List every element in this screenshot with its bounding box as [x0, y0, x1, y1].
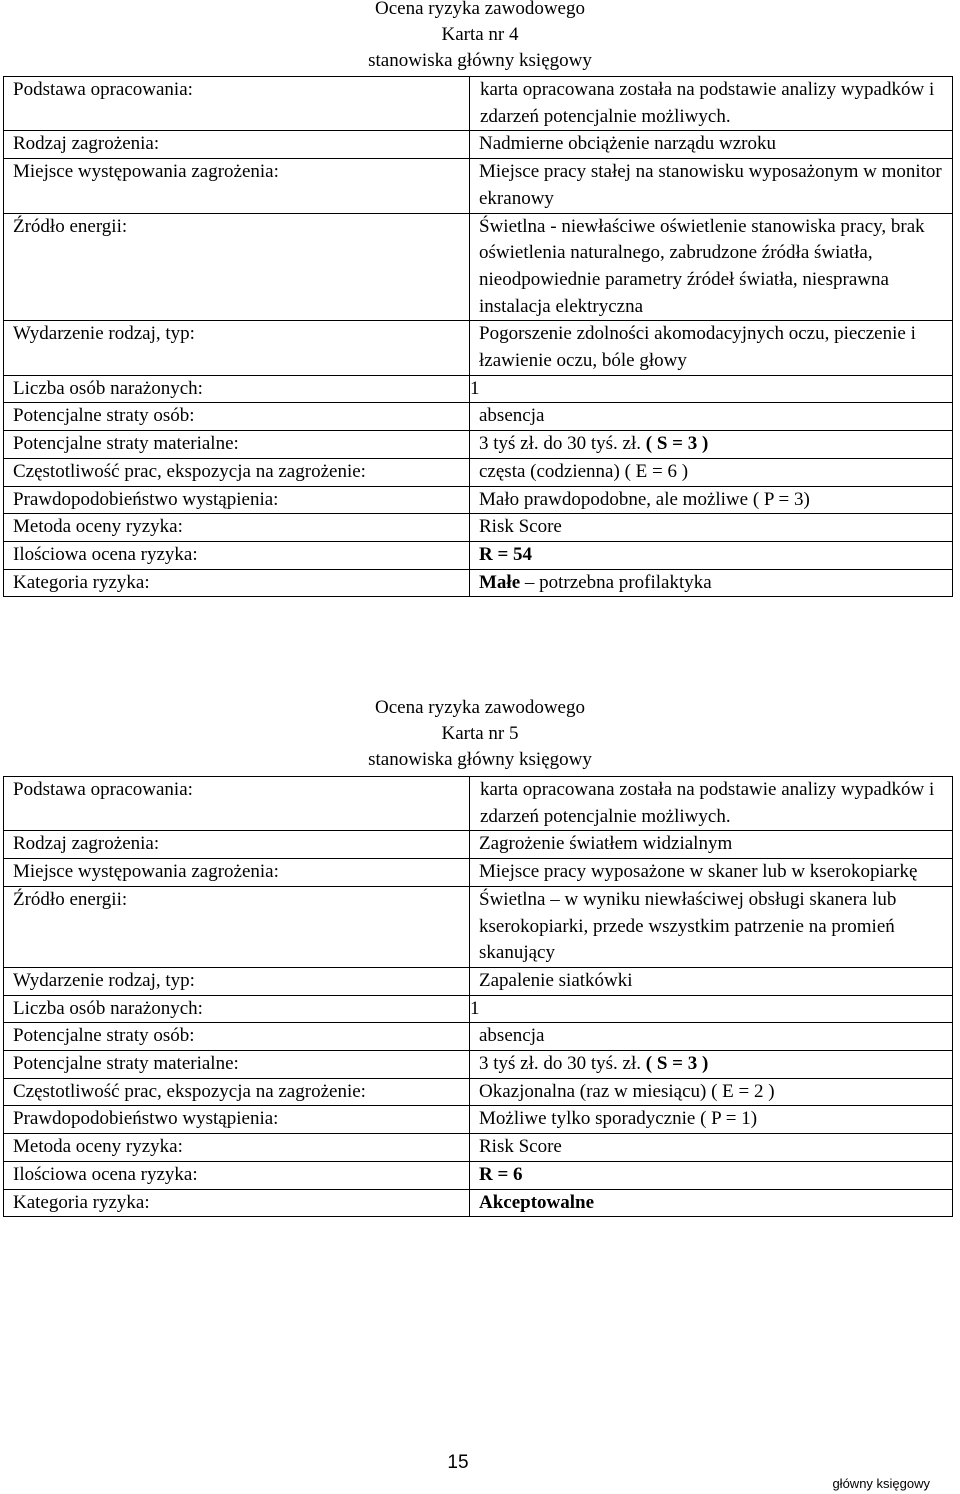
- table-row: [4, 1106, 953, 1134]
- row-value: Świetlna - niewłaściwe oświetlenie stanowiska pracy, brak oświetlenia naturalnego, zabrudzone źródła światła, nieodpowiednie parametry źródeł światła, niesprawna instalacja elektryczna: [470, 213, 953, 321]
- value-bold: ( S = 3 ): [645, 1053, 709, 1075]
- row-label: Podstawa opracowania:: [4, 77, 470, 131]
- table-row: [4, 569, 953, 597]
- row-label: Źródło energii:: [4, 213, 470, 321]
- table-row: [4, 321, 953, 375]
- row-value: Okazjonalna (raz w miesiącu) ( E = 2 ): [470, 1078, 953, 1106]
- row-value: karta opracowana została na podstawie analizy wypadków i zdarzeń potencjalnie możliwych.: [470, 777, 953, 831]
- table-row: [4, 131, 953, 159]
- row-label: Wydarzenie rodzaj, typ:: [4, 321, 470, 375]
- table-row: [4, 159, 953, 213]
- table-row: [4, 886, 953, 967]
- table-row: [4, 77, 953, 131]
- row-value: Pogorszenie zdolności akomodacyjnych oczu, pieczenie i łzawienie oczu, bóle głowy: [470, 321, 953, 375]
- row-value: absencja: [470, 403, 953, 431]
- table-row: [4, 403, 953, 431]
- table-row: [4, 375, 953, 403]
- row-label: Metoda oceny ryzyka:: [4, 514, 470, 542]
- row-label: Miejsce występowania zagrożenia:: [4, 159, 470, 213]
- row-label: Rodzaj zagrożenia:: [4, 131, 470, 159]
- row-value: Miejsce pracy stałej na stanowisku wyposażonym w monitor ekranowy: [470, 159, 953, 213]
- row-label: Potencjalne straty materialne:: [4, 1051, 470, 1079]
- card-5: [0, 695, 960, 773]
- row-value: [470, 431, 953, 459]
- table-row: [4, 967, 953, 995]
- card-position: stanowiska główny księgowy: [368, 50, 592, 71]
- card-number: Karta nr 5: [441, 723, 519, 744]
- table-row: [4, 486, 953, 514]
- row-value: częsta (codzienna) ( E = 6 ): [470, 458, 953, 486]
- table-row: [4, 995, 953, 1023]
- row-label: Kategoria ryzyka:: [4, 1189, 470, 1217]
- card-header: [0, 695, 960, 773]
- row-label: Ilościowa ocena ryzyka:: [4, 541, 470, 569]
- table-row: [4, 777, 953, 831]
- row-value: Świetlna – w wyniku niewłaściwej obsługi skanera lub kserokopiarki, przede wszystkim patrzenie na promień skanujący: [470, 886, 953, 967]
- row-label: Źródło energii:: [4, 886, 470, 967]
- row-value: [470, 569, 953, 597]
- row-value: Akceptowalne: [470, 1189, 953, 1217]
- table-row: [4, 831, 953, 859]
- table-row: [4, 431, 953, 459]
- row-value: Risk Score: [470, 514, 953, 542]
- row-value: Możliwe tylko sporadycznie ( P = 1): [470, 1106, 953, 1134]
- row-label: Ilościowa ocena ryzyka:: [4, 1161, 470, 1189]
- row-value: R = 54: [470, 541, 953, 569]
- row-value: R = 6: [470, 1161, 953, 1189]
- page-number: 15: [447, 1452, 469, 1473]
- value-text: 3 tyś zł. do 30 tyś. zł.: [479, 1053, 642, 1075]
- row-label: Liczba osób narażonych:: [4, 375, 470, 403]
- table-row: [4, 213, 953, 321]
- row-label: Podstawa opracowania:: [4, 777, 470, 831]
- card-4: [0, 0, 960, 74]
- row-label: Potencjalne straty osób:: [4, 403, 470, 431]
- row-label: Prawdopodobieństwo wystąpienia:: [4, 486, 470, 514]
- row-value: 1: [470, 995, 953, 1023]
- row-label: Prawdopodobieństwo wystąpienia:: [4, 1106, 470, 1134]
- value-bold: ( S = 3 ): [645, 433, 709, 455]
- table-row: [4, 541, 953, 569]
- row-label: Rodzaj zagrożenia:: [4, 831, 470, 859]
- row-label: Częstotliwość prac, ekspozycja na zagrożenie:: [4, 1078, 470, 1106]
- row-value: Miejsce pracy wyposażone w skaner lub w kserokopiarkę: [470, 859, 953, 887]
- page-footer: główny księgowy: [832, 1476, 930, 1491]
- card-4-table: [3, 76, 953, 597]
- row-label: Częstotliwość prac, ekspozycja na zagrożenie:: [4, 458, 470, 486]
- table-row: [4, 1051, 953, 1079]
- table-row: [4, 514, 953, 542]
- value-text: 3 tyś zł. do 30 tyś. zł.: [479, 433, 642, 455]
- card-heading: Ocena ryzyka zawodowego: [375, 697, 585, 718]
- row-label: Metoda oceny ryzyka:: [4, 1134, 470, 1162]
- row-value: Mało prawdopodobne, ale możliwe ( P = 3): [470, 486, 953, 514]
- table-row: [4, 1078, 953, 1106]
- table-row: [4, 458, 953, 486]
- card-position: stanowiska główny księgowy: [368, 749, 592, 770]
- row-label: Miejsce występowania zagrożenia:: [4, 859, 470, 887]
- table-row: [4, 1134, 953, 1162]
- card-header: [0, 0, 960, 74]
- row-label: Potencjalne straty materialne:: [4, 431, 470, 459]
- row-value: karta opracowana została na podstawie analizy wypadków i zdarzeń potencjalnie możliwych.: [470, 77, 953, 131]
- card-5-table: [3, 776, 953, 1217]
- table-row: [4, 1189, 953, 1217]
- row-value: [470, 1051, 953, 1079]
- value-text: – potrzebna profilaktyka: [520, 571, 712, 593]
- table-row: [4, 1023, 953, 1051]
- row-label: Wydarzenie rodzaj, typ:: [4, 967, 470, 995]
- card-heading: Ocena ryzyka zawodowego: [375, 0, 585, 19]
- row-value: absencja: [470, 1023, 953, 1051]
- row-label: Potencjalne straty osób:: [4, 1023, 470, 1051]
- row-value: Risk Score: [470, 1134, 953, 1162]
- value-bold: Małe: [479, 571, 521, 593]
- table-row: [4, 859, 953, 887]
- row-label: Kategoria ryzyka:: [4, 569, 470, 597]
- card-number: Karta nr 4: [441, 24, 519, 45]
- row-value: Zagrożenie światłem widzialnym: [470, 831, 953, 859]
- table-row: [4, 1161, 953, 1189]
- row-value: 1: [470, 375, 953, 403]
- row-value: Zapalenie siatkówki: [470, 967, 953, 995]
- row-value: Nadmierne obciążenie narządu wzroku: [470, 131, 953, 159]
- row-label: Liczba osób narażonych:: [4, 995, 470, 1023]
